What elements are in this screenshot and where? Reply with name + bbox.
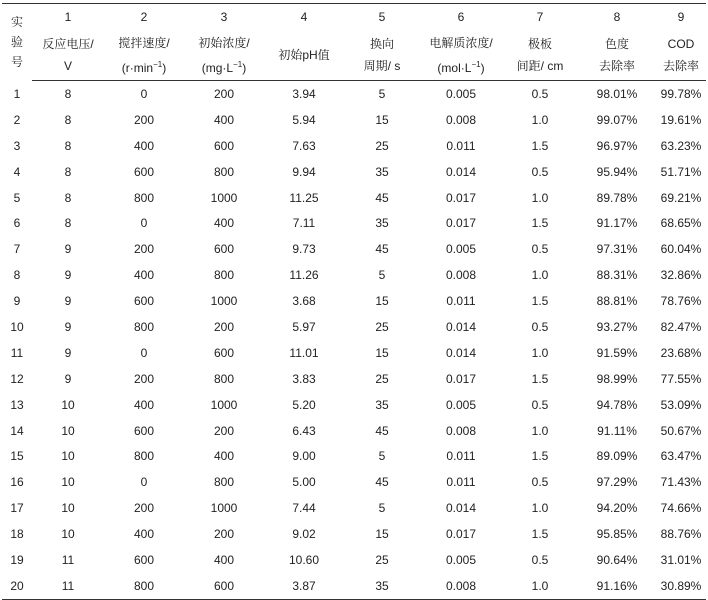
table-cell: 19.61% (660, 112, 702, 127)
table-cell: 9.94 (292, 164, 316, 179)
table-cell: 0.014 (445, 164, 477, 179)
table-cell: 68.65% (660, 216, 702, 231)
table-cell: 11.01 (289, 345, 319, 360)
table-cell: 51.71% (660, 164, 702, 179)
table-cell: 9.02 (292, 527, 316, 542)
table-cell: 30.89% (656, 573, 706, 599)
table-cell: 400 (213, 216, 235, 231)
table-cell: 8 (64, 86, 72, 101)
table-cell: 10 (61, 527, 75, 542)
table-cell: 9 (64, 371, 72, 386)
row-number-cell: 19 (10, 552, 24, 567)
table-cell: 0.017 (445, 216, 477, 231)
table-cell: 1.5 (531, 216, 549, 231)
table-cell: 25 (375, 371, 389, 386)
table-cell: 400 (133, 268, 155, 283)
table-cell: 1000 (210, 501, 238, 516)
table-cell: 5 (378, 268, 386, 283)
table-cell: 200 (213, 319, 235, 334)
row-number-cell: 17 (10, 501, 24, 516)
table-cell: 600 (184, 573, 264, 599)
table-cell: 91.17% (596, 216, 638, 231)
table-cell: 0 (140, 345, 148, 360)
table-cell: 10 (61, 397, 75, 412)
table-cell: 15 (375, 112, 389, 127)
table-cell: 98.99% (596, 371, 638, 386)
table-cell: 95.94% (596, 164, 638, 179)
table-cell: 9 (64, 268, 72, 283)
table-cell: 600 (213, 345, 235, 360)
table-body (2, 81, 706, 600)
table-cell: 0.008 (445, 268, 477, 283)
table-cell: 200 (213, 423, 235, 438)
table-row (2, 340, 706, 366)
table-cell: 1.0 (531, 268, 549, 283)
table-cell: 8 (64, 164, 72, 179)
table-cell: 31.01% (660, 552, 702, 567)
row-header (2, 4, 32, 81)
column-header-voltage: 反应电压/ V (32, 30, 104, 81)
table-cell: 35 (375, 216, 389, 231)
table-cell: 800 (133, 190, 155, 205)
row-number-cell: 18 (10, 527, 24, 542)
table-cell: 50.67% (660, 423, 702, 438)
table-cell: 3.83 (292, 371, 316, 386)
table-cell: 800 (104, 573, 184, 599)
table-cell: 23.68% (660, 345, 702, 360)
table-cell: 5 (378, 501, 386, 516)
table-cell: 82.47% (660, 319, 702, 334)
table-cell: 35 (344, 573, 420, 599)
table-cell: 800 (213, 268, 235, 283)
table-cell: 400 (133, 397, 155, 412)
table-cell: 25 (375, 319, 389, 334)
table-cell: 200 (133, 242, 155, 257)
row-number-cell: 6 (13, 216, 21, 231)
table-cell: 1.5 (531, 371, 549, 386)
row-number-cell: 3 (13, 138, 21, 153)
table-row (2, 547, 706, 573)
column-index: 5 (344, 4, 420, 31)
column-index: 7 (502, 4, 578, 31)
table-cell: 63.23% (660, 138, 702, 153)
row-number-cell: 4 (13, 164, 21, 179)
column-header-initial-conc: 初始浓度/ $(mg\cdot L^{-1})$ (184, 30, 264, 81)
table-cell: 25 (375, 552, 389, 567)
table-cell: 1.5 (531, 294, 549, 309)
table-cell: 200 (133, 501, 155, 516)
row-number-cell: 16 (10, 475, 24, 490)
table-cell: 69.21% (660, 190, 702, 205)
table-cell: 8 (64, 190, 72, 205)
table-cell: 88.31% (596, 268, 638, 283)
table-cell: 600 (213, 138, 235, 153)
table-row (2, 185, 706, 211)
table-cell: 0.011 (446, 475, 476, 490)
table-cell: 1.5 (531, 138, 549, 153)
experiment-table (2, 3, 706, 600)
row-number-cell: 10 (10, 319, 24, 334)
table-cell: 94.20% (596, 501, 638, 516)
table-cell: 5.97 (292, 319, 316, 334)
table-cell: 99.78% (660, 86, 702, 101)
table-cell: 1.0 (531, 190, 549, 205)
column-label-row (2, 30, 706, 81)
table-row (2, 210, 706, 236)
table-cell: 0.011 (446, 294, 476, 309)
table-row (2, 418, 706, 444)
column-header-cod-removal: COD 去除率 (656, 30, 706, 81)
table-cell: 94.78% (596, 397, 638, 412)
table-cell: 10.60 (288, 552, 320, 567)
table-row (2, 262, 706, 288)
table-cell: 200 (213, 86, 235, 101)
table-cell: 93.27% (596, 319, 638, 334)
table-cell: 45 (375, 423, 389, 438)
table-cell: 5 (378, 449, 386, 464)
table-cell: 400 (133, 527, 155, 542)
table-cell: 800 (213, 371, 235, 386)
table-cell: 400 (133, 138, 155, 153)
table-row (2, 521, 706, 547)
row-header-char: 实 (10, 15, 23, 30)
table-cell: 9.73 (292, 242, 316, 257)
table-cell: 8 (64, 138, 72, 153)
table-row (2, 443, 706, 469)
table-cell: 9.00 (292, 449, 316, 464)
column-index: 1 (32, 4, 104, 31)
table-cell: 9 (64, 294, 72, 309)
table-cell: 200 (133, 112, 155, 127)
table-cell: 1.0 (531, 501, 549, 516)
table-cell: 400 (213, 552, 235, 567)
table-cell: 0.017 (445, 371, 477, 386)
table-cell: 600 (133, 552, 155, 567)
row-header-char: 号 (10, 55, 23, 70)
table-cell: 88.81% (596, 294, 638, 309)
table-cell: 9 (64, 242, 72, 257)
table-row (2, 133, 706, 159)
table-cell: 60.04% (660, 242, 702, 257)
table-cell: 1.0 (531, 423, 549, 438)
column-index: 6 (420, 4, 502, 31)
table-cell: 0.005 (445, 86, 477, 101)
table-cell: 0.011 (446, 449, 476, 464)
table-cell: 3.94 (292, 86, 316, 101)
row-number-cell: 8 (13, 268, 21, 283)
table-cell: 5.94 (292, 112, 316, 127)
table-cell: 11 (61, 552, 75, 567)
table-cell: 0.005 (445, 397, 477, 412)
table-cell: 0.5 (531, 242, 549, 257)
table-cell: 97.29% (596, 475, 638, 490)
table-row (2, 314, 706, 340)
table-cell: 0.008 (445, 112, 477, 127)
table-cell: 8 (64, 216, 72, 231)
table-cell: 3.68 (292, 294, 316, 309)
row-number-cell: 7 (13, 242, 21, 257)
column-index: 8 (578, 4, 656, 31)
table-cell: 11.25 (289, 190, 319, 205)
row-number-cell: 9 (13, 294, 21, 309)
table-cell: 0.017 (445, 527, 477, 542)
table-row (2, 495, 706, 521)
table-cell: 1000 (210, 397, 238, 412)
table-cell: 0.011 (446, 138, 476, 153)
table-cell: 0.005 (445, 552, 477, 567)
table-cell: 7.63 (292, 138, 316, 153)
table-cell: 600 (213, 242, 235, 257)
table-cell: 0.5 (531, 475, 549, 490)
table-cell: 0.005 (445, 242, 477, 257)
table-cell: 53.09% (660, 397, 702, 412)
table-cell: 600 (133, 294, 155, 309)
table-cell: 0.5 (531, 319, 549, 334)
table-cell: 7.44 (292, 501, 316, 516)
table-cell: 3.87 (264, 573, 344, 599)
table-cell: 96.97% (596, 138, 638, 153)
table-cell: 78.76% (660, 294, 702, 309)
table-cell: 0.5 (531, 397, 549, 412)
table-cell: 95.85% (596, 527, 638, 542)
table-cell: 9 (64, 319, 72, 334)
table-cell: 10 (61, 475, 75, 490)
column-header-electrolyte-conc: 电解质浓度/ $(mol\cdot L^{-1})$ (420, 30, 502, 81)
table-cell: 71.43% (660, 475, 702, 490)
table-cell: 800 (133, 449, 155, 464)
table-cell: 6.43 (292, 423, 316, 438)
table-cell: 97.31% (596, 242, 638, 257)
table-cell: 15 (375, 294, 389, 309)
table-cell: 1.0 (531, 112, 549, 127)
table-cell: 88.76% (660, 527, 702, 542)
table-cell: 35 (375, 397, 389, 412)
table-cell: 800 (213, 164, 235, 179)
table-cell: 0.5 (531, 86, 549, 101)
column-index-row (2, 4, 706, 31)
table-cell: 5.20 (292, 397, 316, 412)
table-cell: 8 (64, 112, 72, 127)
table-cell: 0.017 (445, 190, 477, 205)
table-cell: 600 (133, 164, 155, 179)
table-row (2, 392, 706, 418)
row-header-char: 验 (10, 35, 23, 50)
table-cell: 5.00 (292, 475, 316, 490)
row-number-cell: 11 (10, 345, 24, 360)
table-cell: 99.07% (596, 112, 638, 127)
table-row (2, 366, 706, 392)
table-cell: 400 (213, 112, 235, 127)
table-cell: 77.55% (660, 371, 702, 386)
table-row (2, 573, 706, 599)
table-cell: 9 (64, 345, 72, 360)
column-index: 9 (656, 4, 706, 31)
table-cell: 11 (32, 573, 104, 599)
table-row (2, 81, 706, 107)
table-cell: 10 (61, 449, 75, 464)
table-cell: 7.11 (292, 216, 316, 231)
table-cell: 91.59% (596, 345, 638, 360)
row-number-cell: 13 (10, 397, 24, 412)
column-header-plate-spacing: 极板 间距/ cm (502, 30, 578, 81)
row-number-cell: 1 (13, 86, 21, 101)
table-row (2, 236, 706, 262)
table-cell: 0.5 (531, 552, 549, 567)
table-cell: 15 (375, 527, 389, 542)
table-cell: 45 (375, 242, 389, 257)
table-cell: 45 (375, 475, 389, 490)
column-index: 2 (104, 4, 184, 31)
table-cell: 98.01% (596, 86, 638, 101)
table-cell: 1000 (210, 294, 238, 309)
table-cell: 91.11% (597, 423, 637, 438)
row-number-cell: 12 (10, 371, 24, 386)
table-row (2, 288, 706, 314)
table-cell: 11.26 (289, 268, 319, 283)
table-cell: 10 (61, 423, 75, 438)
table-cell: 32.86% (660, 268, 702, 283)
table-cell: 600 (133, 423, 155, 438)
row-number-cell: 20 (2, 573, 32, 599)
column-index: 4 (264, 4, 344, 31)
table-cell: 45 (375, 190, 389, 205)
row-number-cell: 2 (13, 112, 21, 127)
column-index: 3 (184, 4, 264, 31)
row-number-cell: 5 (13, 190, 21, 205)
table-cell: 0.014 (445, 501, 477, 516)
table-cell: 1.5 (531, 527, 549, 542)
table-cell: 35 (375, 164, 389, 179)
column-header-reversal-period: 换向 周期/ s (344, 30, 420, 81)
table-cell: 1.5 (531, 449, 549, 464)
column-header-color-removal: 色度 去除率 (578, 30, 656, 81)
table-cell: 0.008 (445, 423, 477, 438)
row-number-cell: 14 (10, 423, 24, 438)
table-cell: 0 (140, 86, 148, 101)
table-cell: 89.78% (596, 190, 638, 205)
table-cell: 0.008 (420, 573, 502, 599)
table-cell: 1000 (210, 190, 238, 205)
table-cell: 1.0 (531, 345, 549, 360)
table-cell: 0 (140, 475, 148, 490)
table-row (2, 469, 706, 495)
row-number-cell: 15 (10, 449, 24, 464)
table-cell: 400 (213, 449, 235, 464)
table-cell: 15 (375, 345, 389, 360)
table-cell: 74.66% (660, 501, 702, 516)
table-cell: 25 (375, 138, 389, 153)
column-header-initial-ph: 初始pH值 (264, 30, 344, 81)
table-cell: 800 (133, 319, 155, 334)
table-cell: 200 (213, 527, 235, 542)
table-cell: 0.5 (531, 164, 549, 179)
table-row (2, 107, 706, 133)
table-cell: 0.014 (445, 319, 477, 334)
table-cell: 1.0 (502, 573, 578, 599)
table-cell: 0 (140, 216, 148, 231)
table-cell: 800 (213, 475, 235, 490)
table-cell: 89.09% (596, 449, 638, 464)
table-cell: 0.014 (445, 345, 477, 360)
table-cell: 63.47% (660, 449, 702, 464)
column-header-stir-speed: 搅拌速度/ $(r\cdot\min^{-1})$ (104, 30, 184, 81)
table-cell: 91.16% (578, 573, 656, 599)
table-cell: 10 (61, 501, 75, 516)
table-cell: 200 (133, 371, 155, 386)
table-row (2, 159, 706, 185)
table-cell: 90.64% (596, 552, 638, 567)
table-cell: 5 (378, 86, 386, 101)
